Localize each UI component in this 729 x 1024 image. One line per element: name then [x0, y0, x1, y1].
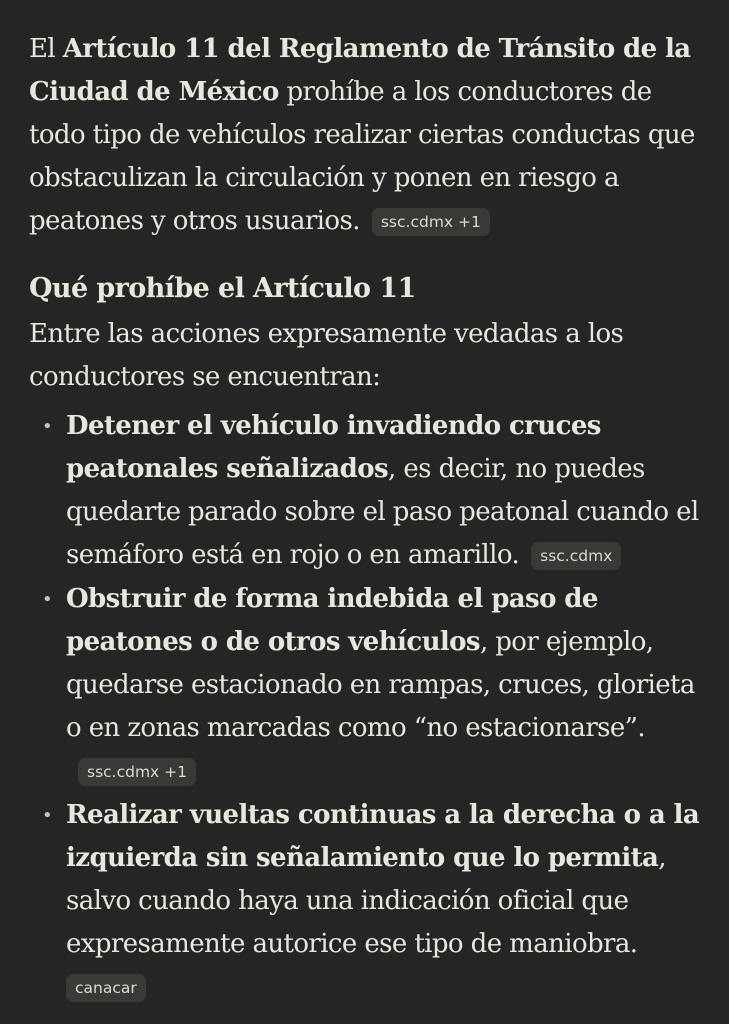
bullet-dot-icon: • — [42, 805, 53, 826]
prohibitions-list — [29, 405, 705, 1009]
bullet-dot-icon: • — [42, 589, 53, 610]
intro-prefix: El — [29, 34, 63, 64]
list-item — [29, 794, 705, 1009]
list-item-text: , por ejemplo, quedarse estacionado en rampas, cruces, glorieta o en zonas marcadas como “no estacionarse”. — [66, 627, 695, 743]
citation-chip[interactable]: ssc.cdmx +1 — [372, 208, 490, 236]
citation-chip[interactable]: canacar — [66, 974, 146, 1002]
section-lead-paragraph: Entre las acciones expresamente vedadas a los conductores se encuentran: — [29, 319, 624, 392]
list-item — [29, 578, 705, 793]
list-item — [29, 405, 705, 577]
list-item-bold-text: Realizar vueltas continuas a la derecha o a la izquierda sin señalamiento que lo permita — [66, 800, 700, 873]
intro-text: prohíbe a los conductores de todo tipo de vehículos realizar ciertas conductas que obstaculizan la circulación y ponen en riesgo a peatones y otros usuarios. — [29, 77, 695, 236]
citation-chip[interactable]: ssc.cdmx — [531, 542, 621, 570]
citation-chip[interactable]: ssc.cdmx +1 — [78, 758, 196, 786]
intro-paragraph — [29, 28, 705, 243]
bullet-dot-icon: • — [42, 416, 53, 437]
list-item-bold-text: Detener el vehículo invadiendo cruces peatonales señalizados — [66, 411, 601, 484]
list-item-text: , es decir, no puedes quedarte parado sobre el paso peatonal cuando el semáforo está en rojo o en amarillo. — [66, 454, 699, 570]
intro-bold-text: Artículo 11 del Reglamento de Tránsito de la Ciudad de México — [29, 34, 691, 107]
list-item-bold-text: Obstruir de forma indebida el paso de peatones o de otros vehículos — [66, 584, 598, 657]
list-item-text: , salvo cuando haya una indicación oficial que expresamente autorice ese tipo de maniobra. — [66, 843, 666, 959]
section-heading: Qué prohíbe el Artículo 11 — [29, 273, 416, 304]
